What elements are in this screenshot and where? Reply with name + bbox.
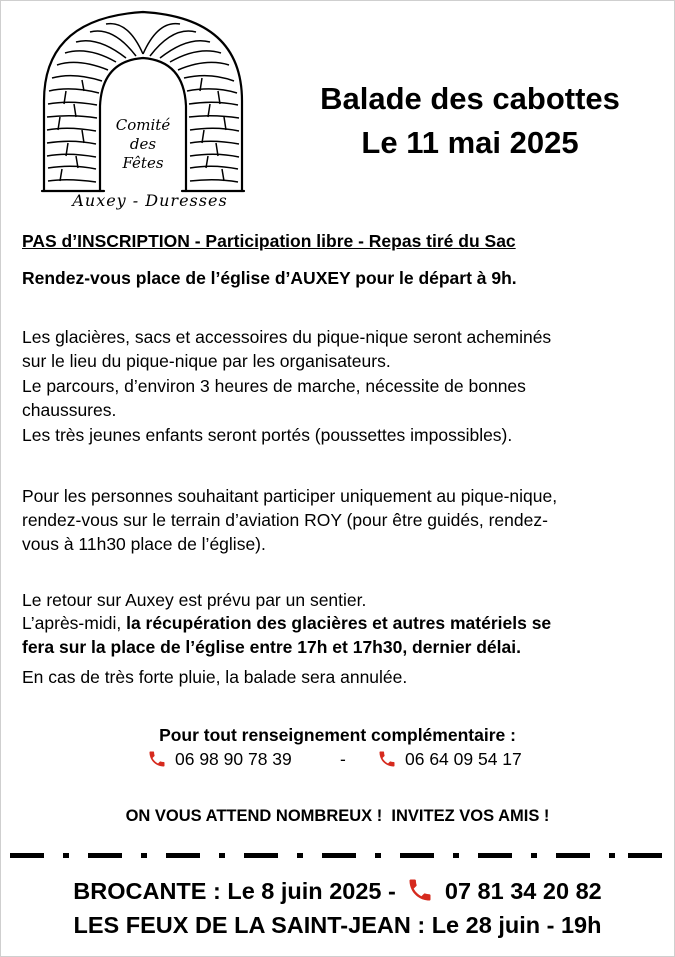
event-date: Le 11 mai 2025 xyxy=(361,125,579,160)
para1-line4: chaussures. xyxy=(22,400,117,420)
call-to-action: ON VOUS ATTEND NOMBREUX ! INVITEZ VOS AMIS ! xyxy=(125,807,550,825)
headline: PAS d’INSCRIPTION - Participation libre - Repas tiré du Sac xyxy=(22,231,516,251)
para3-line4: En cas de très forte pluie, la balade sera annulée. xyxy=(22,667,408,687)
phone-number-1: 06 98 90 78 39 xyxy=(175,749,292,769)
brocante-label: BROCANTE : Le 8 juin 2025 - xyxy=(73,878,396,904)
para2-line2: rendez-vous sur le terrain d’aviation ROY (pour être guidés, rendez- xyxy=(22,510,548,530)
brocante-phone[interactable]: 07 81 34 20 82 xyxy=(444,878,602,904)
comite-logo xyxy=(38,6,258,216)
para3-line2-normal: L’après-midi, xyxy=(22,613,127,633)
para3-line2 xyxy=(22,611,662,635)
para1-line5: Les très jeunes enfants seront portés (poussettes impossibles). xyxy=(22,425,513,445)
rendezvous-line: Rendez-vous place de l’église d’AUXEY pour le départ à 9h. xyxy=(22,268,517,288)
feux-line: LES FEUX DE LA SAINT-JEAN : Le 28 juin - 19h xyxy=(73,912,602,938)
logo-line-comite: Comité xyxy=(115,116,171,134)
event-title: Balade des cabottes xyxy=(320,81,620,116)
para1-line2: sur le lieu du pique-nique par les organisateurs. xyxy=(22,351,391,371)
phone-icon xyxy=(406,876,434,904)
phone-separator: - xyxy=(340,749,346,769)
para2-line3: vous à 11h30 place de l’église). xyxy=(22,534,266,554)
phone-number-2: 06 64 09 54 17 xyxy=(405,749,522,769)
para3-line1: Le retour sur Auxey est prévu par un sentier. xyxy=(22,590,367,610)
para1-line3: Le parcours, d’environ 3 heures de marche, nécessite de bonnes xyxy=(22,376,526,396)
para2-line1: Pour les personnes souhaitant participer uniquement au pique-nique, xyxy=(22,486,558,506)
phone-icon xyxy=(377,749,397,769)
para3-line3: fera sur la place de l’église entre 17h et 17h30, dernier délai. xyxy=(22,637,521,657)
logo-line-fetes: Fêtes xyxy=(122,154,164,172)
brocante-line xyxy=(0,876,675,906)
dash-separator xyxy=(0,851,675,861)
logo-subtitle: Auxey - Duresses xyxy=(72,191,228,210)
phone-icon xyxy=(147,749,167,769)
contact-heading: Pour tout renseignement complémentaire : xyxy=(159,725,516,745)
logo-line-des: des xyxy=(129,135,157,153)
para3-line2-bold: la récupération des glacières et autres matériels se xyxy=(126,613,552,633)
phone-entry-1[interactable] xyxy=(147,746,292,772)
phone-entry-2[interactable] xyxy=(377,746,522,772)
para1-line1: Les glacières, sacs et accessoires du pique-nique seront acheminés xyxy=(22,327,552,347)
